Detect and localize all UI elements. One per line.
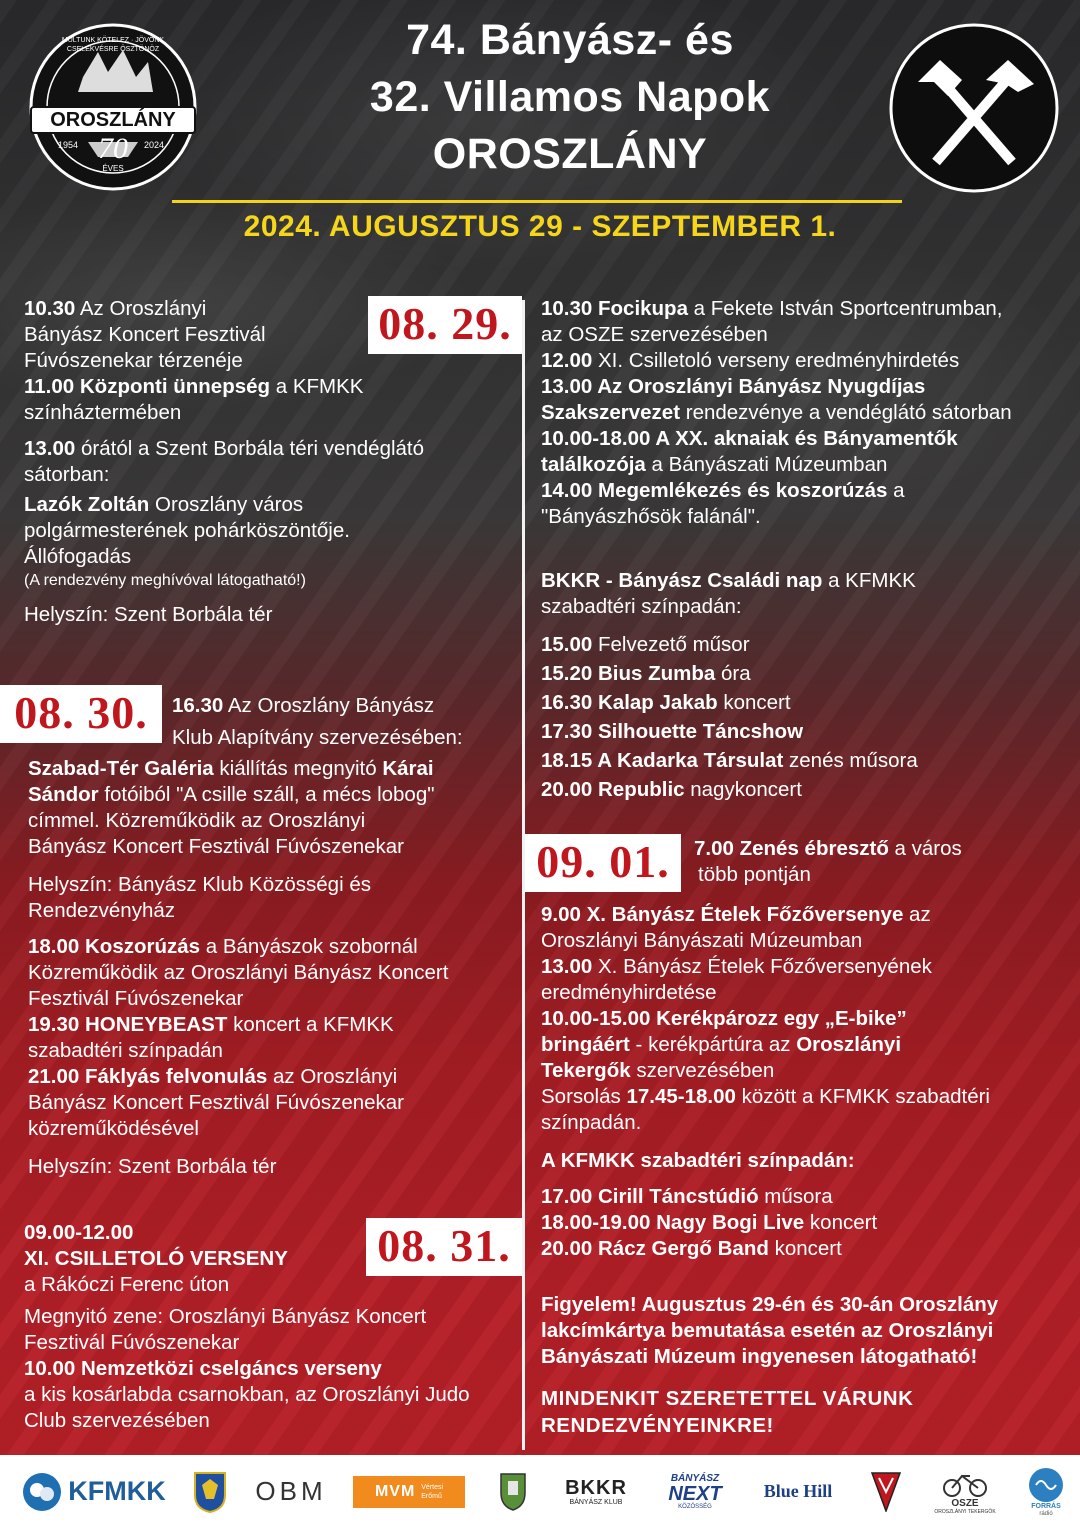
header-divider <box>172 200 902 203</box>
sponsor-bar <box>0 1455 1080 1528</box>
coat-of-arms-logo <box>190 1455 230 1528</box>
radio-icon <box>1028 1467 1064 1503</box>
blue-hill-logo: Blue Hill <box>763 1481 833 1501</box>
crest-logo <box>866 1455 906 1528</box>
museum-notice: Figyelem! Augusztus 29-én és 30-án Oroszlány lakcímkártya bemutatása esetén az Oroszlányi Bányászati Múzeum ingyenesen látogatható! <box>541 1293 999 1368</box>
coat-of-arms-icon <box>193 1471 227 1513</box>
welcome-text: MINDENKIT SZERETETTEL VÁRUNK RENDEZVÉNYEINKRE! <box>541 1387 914 1437</box>
logo-anniversary: 70 <box>98 132 128 165</box>
day-0829-program: 10.30 Az Oroszlányi Bányász Koncert Fesztivál Fúvószenekar térzenéje 11.00 Központi ünnepség a KFMKK színháztermében <box>24 297 364 424</box>
logo-anniversary-word: ÉVES <box>102 164 124 173</box>
crossed-hammers-icon <box>888 22 1060 194</box>
title-line-1: 74. Bányász- és <box>406 16 734 64</box>
family-day-program: BKKR - Bányász Családi nap a KFMKK szabadtéri színpadán: 15.00 Felvezető műsor 15.20 Bius Zumba óra 16.30 Kalap Jakab koncert 17.30 Silhouette Táncshow 18.15 A Kadarka Társulat zenés műsora 20.00 Republic nagykoncert <box>541 569 918 801</box>
day-0829-program-cont: 13.00 órától a Szent Borbála téri vendéglátó sátorban: Lazók Zoltán Oroszlány város polgármesterének pohárköszöntője. Állófogadás (A rendezvény meghívóval látogatható!) Helyszín: Szent Borbála tér <box>24 437 425 626</box>
logo-year-end: 2024 <box>144 140 165 150</box>
oroszlany-70-logo <box>28 22 198 192</box>
logo-year-start: 1954 <box>58 140 79 150</box>
crest-icon <box>871 1472 901 1512</box>
day-0829-right-program: 10.30 Focikupa a Fekete István Sportcentrumban, az OSZE szervezésében 12.00 XI. Csilletoló verseny eredményhirdetés 13.00 Az Oroszlányi Bányász Nyugdíjas Szakszervezet rendezvénye a vendéglátó sátorban 10.00-18.00 A XX. aknaiak és Bányamentők találkozója a Bányászati Múzeumban 14.00 Megemlékezés és koszorúzás a "Bányászhősök falánál". <box>541 297 1012 528</box>
bicycle-icon <box>940 1468 990 1498</box>
logo-ring-text: MÚLTUNK KÖTELEZ · JÖVŐNK CSELEKVÉSRE ÖSZTÖNÖZ <box>61 37 165 53</box>
logo-city-text: OROSZLÁNY <box>50 109 176 131</box>
title-line-2: 32. Villamos Napok <box>369 73 771 121</box>
title-line-3: OROSZLÁNY <box>432 130 708 178</box>
bkkr-logo: BKKR BÁNYÁSZ KLUB <box>565 1477 627 1506</box>
mvm-logo: MVM Vértesi Erőmű <box>352 1455 466 1528</box>
banyasz-next-logo: BÁNYÁSZ NEXT KÖZÖSSÉG <box>668 1473 722 1510</box>
theatre-masks-icon <box>22 1472 62 1512</box>
date-box-0901: 09. 01. <box>525 834 681 892</box>
shield-icon <box>500 1473 526 1511</box>
kfmkk-logo: KFMKK <box>14 1455 174 1528</box>
date-range: 2024. AUGUSZTUS 29 - SZEPTEMBER 1. <box>243 210 837 243</box>
day-0830-program-cont: Szabad-Tér Galéria kiállítás megnyitó Kárai Sándor fotóiból "A csille száll, a mécs lobog" címmel. Közreműködik az Oroszlányi Bányász Koncert Fesztivál Fúvószenekar Helyszín: Bányász Klub Közösségi és Rendezvényház 18.00 Koszorúzás a Bányászok szobornál Közreműködik az Oroszlányi Bányász Koncert Fesztivál Fúvószenekar 19.30 HONEYBEAST koncert a KFMKK szabadtéri színpadán 21.00 Fáklyás felvonulás az Oroszlányi Bányász Koncert Fesztivál Fúvószenekar közreműködésével Helyszín: Szent Borbála tér <box>28 757 449 1178</box>
date-box-0829: 08. 29. <box>368 296 522 354</box>
day-0901-program-cont: 9.00 X. Bányász Ételek Főzőversenye az Oroszlányi Bányászati Múzeumban 13.00 X. Bányász Ételek Főzőversenyének eredményhirdetése 10.00-15.00 Kerékpározz egy „E-bike” bringáért - kerékpártúra az Oroszlányi Tekergők szervezésében Sorsolás 17.45-18.00 között a KFMKK szabadtéri színpadán. A KFMKK szabadtéri színpadán: 17.00 Cirill Táncstúdió műsora 18.00-19.00 Nagy Bogi Live koncert 20.00 Rácz Gergő Band koncert <box>541 903 990 1260</box>
date-box-0830: 08. 30. <box>0 685 162 743</box>
miners-hammers-logo <box>888 22 1060 194</box>
day-0901-program: 7.00 Zenés ébresztő a város több pontján <box>694 837 962 886</box>
day-0831-program-cont: Megnyitó zene: Oroszlányi Bányász Koncert Fesztivál Fúvószenekar 10.00 Nemzetközi cselgáncs verseny a kis kosárlabda csarnokban, az Oroszlányi Judo Club szervezésében <box>24 1305 470 1432</box>
shield-logo <box>498 1455 528 1528</box>
obm-logo: OBM <box>255 1476 327 1506</box>
forras-radio-logo: FORRÁS rádió <box>1018 1455 1074 1528</box>
day-0830-program: 16.30 Az Oroszlány Bányász Klub Alapítvány szervezésében: <box>172 694 463 749</box>
date-box-0831: 08. 31. <box>366 1218 522 1276</box>
osze-logo: OSZE OROSZLÁNYI TEKERGŐK <box>930 1455 1000 1528</box>
day-0831-program: 09.00-12.00 XI. CSILLETOLÓ VERSENY a Rákóczi Ferenc úton <box>24 1221 288 1296</box>
